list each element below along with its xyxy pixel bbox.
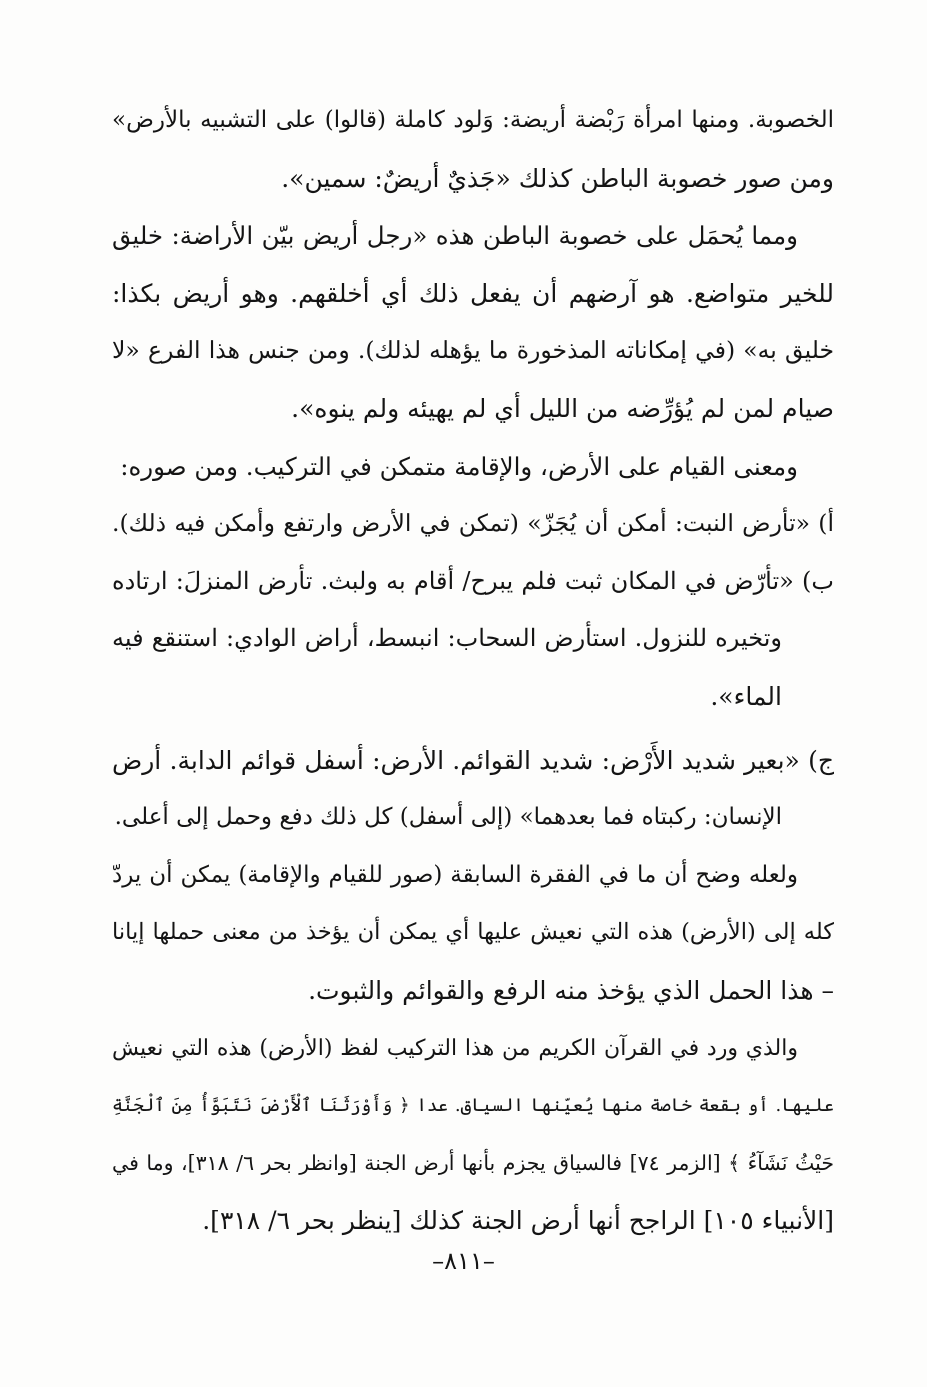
list-item-a: أ) «تأرض النبت: أمكن أن يُجَزّ» (تمكن في الأرض وارتفع وأمكن فيه ذلك). [112, 509, 834, 538]
text-line: [الأنبياء ١٠٥] الراجح أنها أرض الجنة كذلك [ينظر بحر ٦/ ٣١٨]. [202, 1206, 834, 1236]
list-item-c-continued: الإنسان: ركبتاه فما بعدهما» (إلى أسفل) كل ذلك دفع وحمل إلى أعلى. [114, 804, 782, 831]
text-line: كله إلى (الأرض) هذه التي نعيش عليها أي يمكن أن يؤخذ من معنى حملها إيانا [112, 919, 834, 946]
paragraph-first-line: ولعله وضح أن ما في الفقرة السابقة (صور للقيام والإقامة) يمكن أن يردّ [112, 861, 798, 888]
text-line: للخير متواضع. هو آرضهم أن يفعل ذلك أي أخلقهم. وهو أريض بكذا: [112, 278, 834, 308]
list-item-c: ج) «بعير شديد الأَرْض: شديد القوائم. الأرض: أسفل قوائم الدابة. أرض [112, 745, 834, 775]
page-number: –٨١١– [432, 1247, 495, 1275]
paragraph-first-line: ومما يُحمَل على خصوبة الباطن هذه «رجل أريض بيّن الأراضة: خليق [112, 221, 798, 251]
page-body [112, 92, 834, 1250]
paragraph-first-line: ومعنى القيام على الأرض، والإقامة متمكن في التركيب. ومن صوره: [120, 451, 798, 481]
paragraph-first-line: والذي ورد في القرآن الكريم من هذا التركيب لفظ (الأرض) هذه التي نعيش [112, 1035, 798, 1061]
list-item-b-continued: الماء». [710, 681, 782, 711]
list-item-b-continued: وتخيره للنزول. استأرض السحاب: انبسط، أراض الوادي: استنقع فيه [112, 624, 782, 653]
list-item-b: ب) «تأرّض في المكان ثبت فلم يبرح/ أقام به ولبث. تأرض المنزلَ: ارتاده [112, 566, 834, 595]
text-line: خليق به» (في إمكاناته المذخورة ما يؤهله لذلك). ومن جنس هذا الفرع «لا [112, 336, 834, 365]
text-line: الخصوبة. ومنها امرأة رَبْضة أريضة: وَلود كاملة (قالوا) على التشبيه بالأرض» [112, 107, 834, 133]
text-line: حَيْثُ نَشَآءُ ﴾ [الزمر ٧٤] فالسياق يجزم بأنها أرض الجنة [وانظر بحر ٦/ ٣١٨]، وما في [112, 1150, 834, 1175]
text-line: صيام لمن لم يُؤرِّضه من الليل أي لم يهيئه ولم ينوه». [291, 393, 834, 423]
text-line: – هذا الحمل الذي يؤخذ منه الرفع والقوائم والثبوت. [308, 975, 834, 1005]
quran-quote-line: عليها. أو بقعة خاصة منها يُعيّنها السياق. عدا ﴿ وَأَوْرَثَنَا ٱلْأَرْضَ نَتَبَوَّأُ مِنَ ٱلْجَنَّةِ [112, 1095, 834, 1117]
text-line: ومن صور خصوبة الباطن كذلك «جَذيٌ أريضٌ: سمين». [281, 163, 834, 193]
